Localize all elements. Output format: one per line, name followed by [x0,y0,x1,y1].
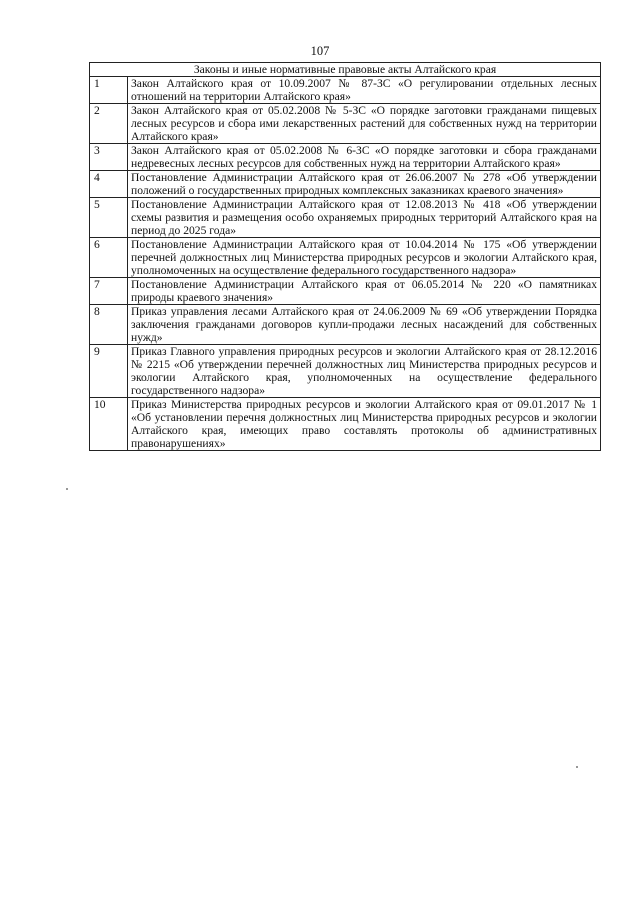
row-text: Приказ Министерства природных ресурсов и экологии Алтайского края от 09.01.2017 № 1 «Об установлении перечня должностных лиц Министерства природных ресурсов и экологии Алтайского края, имеющих право составлять протоколы об административных правонарушениях» [128,398,601,451]
table-row [90,398,601,451]
row-text: Закон Алтайского края от 10.09.2007 № 87-ЗС «О регулировании отдельных лесных отношений на территории Алтайского края» [128,77,601,104]
row-number: 3 [90,144,128,171]
row-text: Постановление Администрации Алтайского края от 10.04.2014 № 175 «Об утверждении перечней должностных лиц Министерства природных ресурсов и экологии Алтайского края, уполномоченных на осуществление федерального государственного надзора» [128,238,601,278]
row-number: 2 [90,104,128,144]
row-number: 10 [90,398,128,451]
row-text: Закон Алтайского края от 05.02.2008 № 5-ЗС «О порядке заготовки гражданами пищевых лесных ресурсов и сбора ими лекарственных растений для собственных нужд на территории Алтайского края» [128,104,601,144]
table-header: Законы и иные нормативные правовые акты Алтайского края [90,63,601,77]
row-text: Приказ управления лесами Алтайского края от 24.06.2009 № 69 «Об утверждении Порядка заключения гражданами договоров купли-продажи лесных насаждений для собственных нужд» [128,305,601,345]
table-row [90,144,601,171]
page-number: 107 [310,44,330,58]
table-row [90,104,601,144]
row-text: Постановление Администрации Алтайского края от 26.06.2007 № 278 «Об утверждении положений о государственных природных комплексных заказниках краевого значения» [128,171,601,198]
row-number: 5 [90,198,128,238]
scan-speck [576,766,578,768]
table-header-row [90,63,601,77]
row-number: 8 [90,305,128,345]
row-text: Закон Алтайского края от 05.02.2008 № 6-ЗС «О порядке заготовки и сбора гражданами недревесных лесных ресурсов для собственных нужд на территории Алтайского края» [128,144,601,171]
row-number: 1 [90,77,128,104]
row-text: Приказ Главного управления природных ресурсов и экологии Алтайского края от 28.12.2016 № 2215 «Об утверждении перечней должностных лиц Министерства природных ресурсов и экологии Алтайского края, уполномоченных на осуществление федерального государственного надзора» [128,345,601,398]
row-number: 4 [90,171,128,198]
table-row [90,345,601,398]
row-number: 9 [90,345,128,398]
table-row [90,198,601,238]
laws-table [89,62,601,451]
table-row [90,171,601,198]
table-row [90,238,601,278]
table-row [90,77,601,104]
row-text: Постановление Администрации Алтайского края от 06.05.2014 № 220 «О памятниках природы краевого значения» [128,278,601,305]
table-row [90,278,601,305]
scan-speck [66,488,68,490]
table-row [90,305,601,345]
row-text: Постановление Администрации Алтайского края от 12.08.2013 № 418 «Об утверждении схемы развития и размещения особо охраняемых природных территорий Алтайского края на период до 2025 года» [128,198,601,238]
row-number: 7 [90,278,128,305]
row-number: 6 [90,238,128,278]
